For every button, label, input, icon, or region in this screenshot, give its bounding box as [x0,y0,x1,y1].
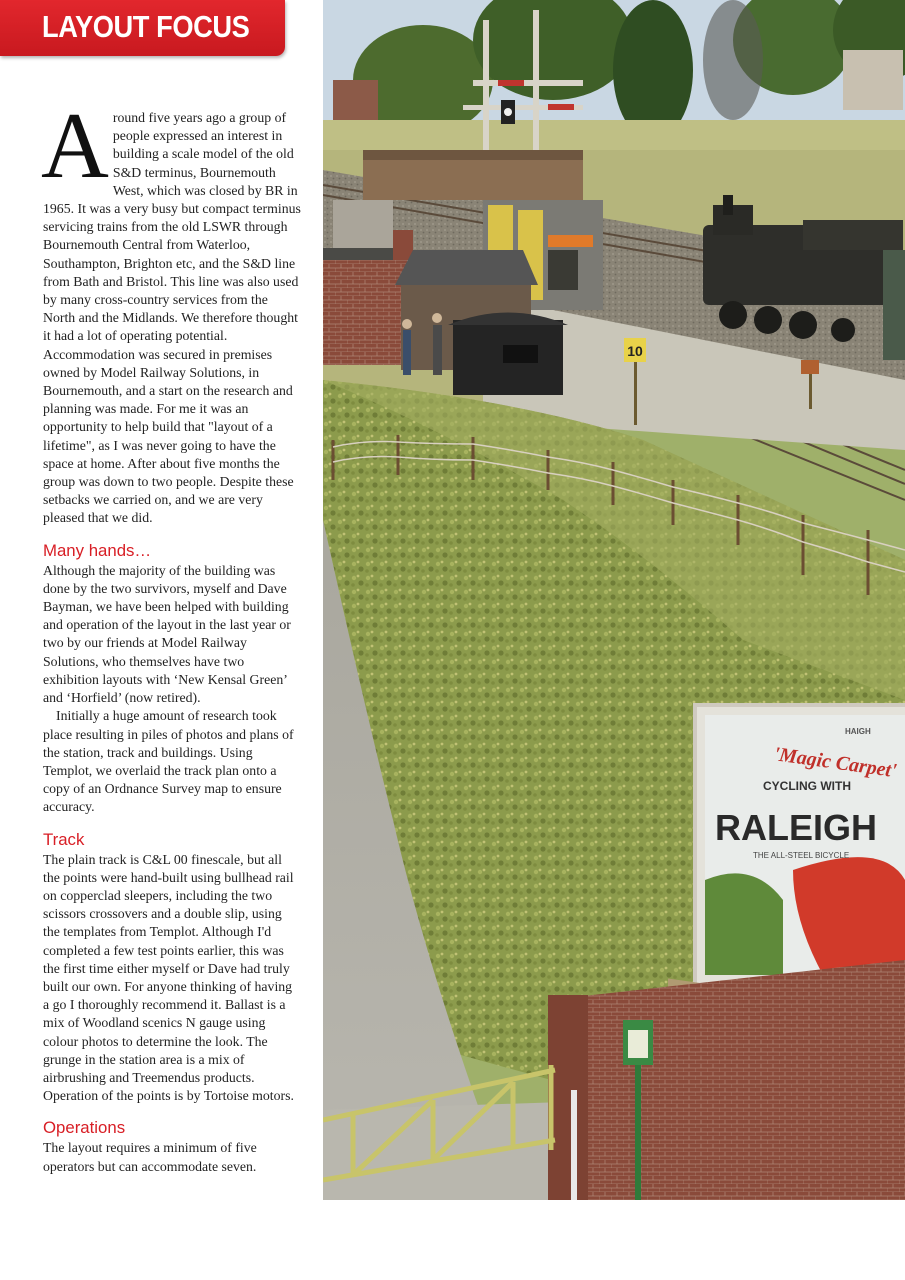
layout-photo-illustration [323,0,905,1200]
drop-cap: A [41,94,109,198]
billboard [695,705,905,985]
track-heading: Track [43,829,85,849]
many-hands-heading: Many hands… [43,540,152,560]
smoke [703,0,763,120]
figure [433,325,442,375]
track-paragraph: The plain track is C&L 00 finescale, but all the points were hand-built using bullhead rail on copperclad sleepers, including the two scissors crossovers and a double slip, using the templates from Templot. Although I'd completed a few test points earlier, this was the first time either myself or Dave had truly built our own. For anyone thinking of having a go I thoroughly recommend it. Ballast is a mix of Woodland scenics N gauge using colour photos to determine the look. The grunge in the station area is a mix of airbrushing and Treemendus products. Operation of the points is by Tortoise motors. [43,851,294,1104]
white-post [571,1090,577,1200]
billboard-brand: RALEIGH [715,807,877,848]
billboard-corner: HAIGH [845,727,871,736]
milepost-number: 10 [627,343,643,359]
intro-text: round five years ago a group of people expressed an interest in building a scale model of the old S&D terminus, Bournemouth West, which was closed by BR in 1965. It was a very busy but compact terminus servicing trains from the old LSWR through Bournemouth Central from Waterloo, Southampton, Brighton etc, and the S&D line from Bath and Bristol. This line was also used by many cross-country services from the North and the Midlands. We therefore thought it had a lot of operating potential. Accommodation was secured in premises owned by Model Railway Solutions, in Bournemouth, and a start on the research and planning was made. For me it was an opportunity to help build that "layout of a lifetime", as I was never going to have the space at home. After about five months the group was down to two people. Despite these setbacks we carried on, and we are very pleased that we did. [43,110,301,526]
article-body [41,94,301,1176]
intro-paragraph [41,94,301,528]
billboard-subtitle: CYCLING WITH [763,779,851,793]
brick-wall [548,960,905,1200]
billboard-slogan: 'Magic Carpet' [772,743,899,783]
operations-heading: Operations [43,1118,126,1138]
distant-house [843,50,903,110]
billboard-tagline: THE ALL-STEEL BICYCLE [753,851,850,860]
many-hands-paragraph-2: Initially a huge amount of research took place resulting in piles of photos and plans of the station, track and buildings. Using Templot, we overlaid the track plan onto a copy of an Ordnance Survey map to ensure accuracy. [43,708,294,815]
section-banner [0,0,285,56]
figure [403,330,411,375]
operations-paragraph: The layout requires a minimum of five operators but can accommodate seven. [43,1140,257,1174]
signal-box [363,150,583,200]
brick-hut [323,230,413,365]
section-title: LAYOUT FOCUS [42,9,250,44]
trackside-sign [801,360,819,374]
many-hands-paragraph-1: Although the majority of the building was done by the two survivors, myself and Dave Bayman, we have been helped with building and operation of the layout in the last year or two by our friends at Model Railway Solutions, who themselves have two exhibition layouts with ‘New Kensal Green’ and ‘Horfield’ (now retired). [43,562,291,706]
layout-photo [323,0,905,1200]
black-hut [448,313,568,396]
